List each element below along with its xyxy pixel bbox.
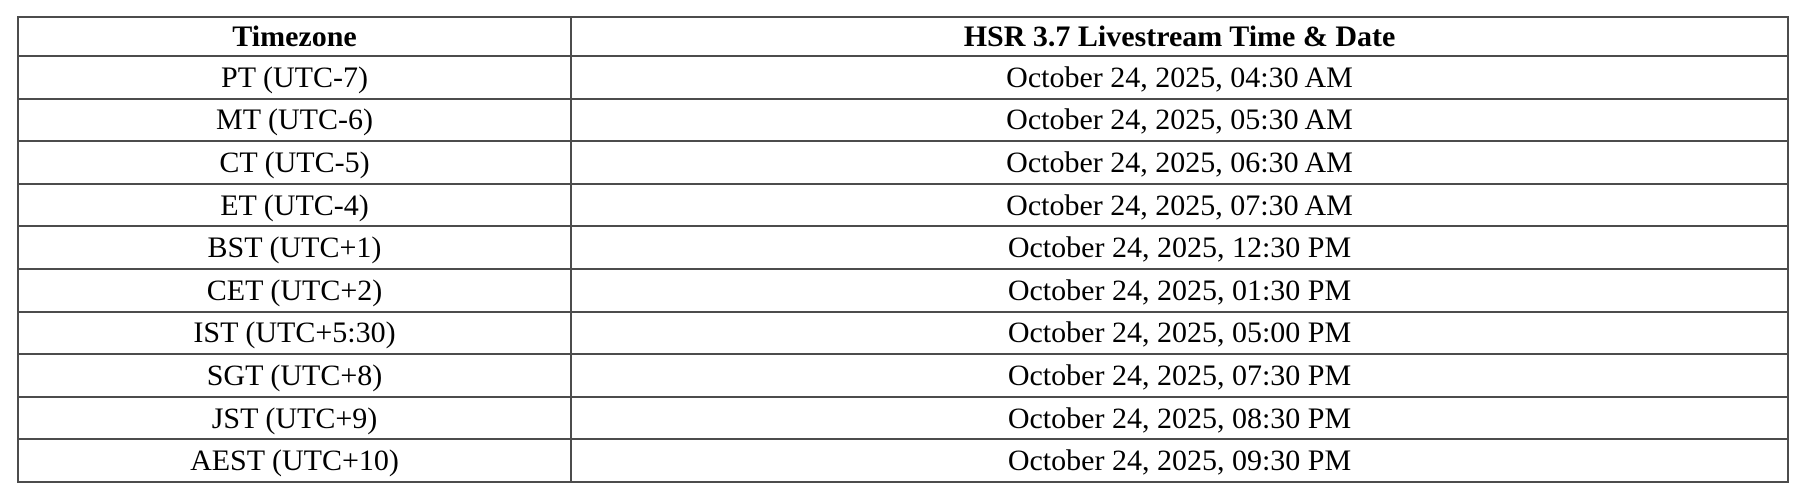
table-row [18, 269, 1788, 312]
timezone-cell: CET (UTC+2) [18, 269, 571, 312]
table-body [18, 56, 1788, 482]
datetime-cell: October 24, 2025, 08:30 PM [571, 397, 1788, 440]
table-row [18, 184, 1788, 227]
timezone-cell: JST (UTC+9) [18, 397, 571, 440]
table-row [18, 312, 1788, 355]
datetime-cell: October 24, 2025, 12:30 PM [571, 226, 1788, 269]
table-row [18, 397, 1788, 440]
datetime-cell: October 24, 2025, 05:00 PM [571, 312, 1788, 355]
column-header-timezone: Timezone [18, 17, 571, 56]
datetime-cell: October 24, 2025, 04:30 AM [571, 56, 1788, 99]
timezone-conversion-table [17, 16, 1789, 483]
datetime-cell: October 24, 2025, 07:30 AM [571, 184, 1788, 227]
timezone-cell: AEST (UTC+10) [18, 439, 571, 482]
table-row [18, 354, 1788, 397]
table-row [18, 439, 1788, 482]
table-row [18, 141, 1788, 184]
table-header [18, 17, 1788, 56]
timezone-cell: ET (UTC-4) [18, 184, 571, 227]
table-row [18, 99, 1788, 142]
timezone-cell: CT (UTC-5) [18, 141, 571, 184]
datetime-cell: October 24, 2025, 05:30 AM [571, 99, 1788, 142]
timezone-cell: MT (UTC-6) [18, 99, 571, 142]
timezone-cell: IST (UTC+5:30) [18, 312, 571, 355]
table-row [18, 226, 1788, 269]
timezone-cell: SGT (UTC+8) [18, 354, 571, 397]
header-row [18, 17, 1788, 56]
datetime-cell: October 24, 2025, 06:30 AM [571, 141, 1788, 184]
datetime-cell: October 24, 2025, 07:30 PM [571, 354, 1788, 397]
timezone-cell: PT (UTC-7) [18, 56, 571, 99]
table-row [18, 56, 1788, 99]
datetime-cell: October 24, 2025, 01:30 PM [571, 269, 1788, 312]
column-header-datetime: HSR 3.7 Livestream Time & Date [571, 17, 1788, 56]
timezone-cell: BST (UTC+1) [18, 226, 571, 269]
datetime-cell: October 24, 2025, 09:30 PM [571, 439, 1788, 482]
